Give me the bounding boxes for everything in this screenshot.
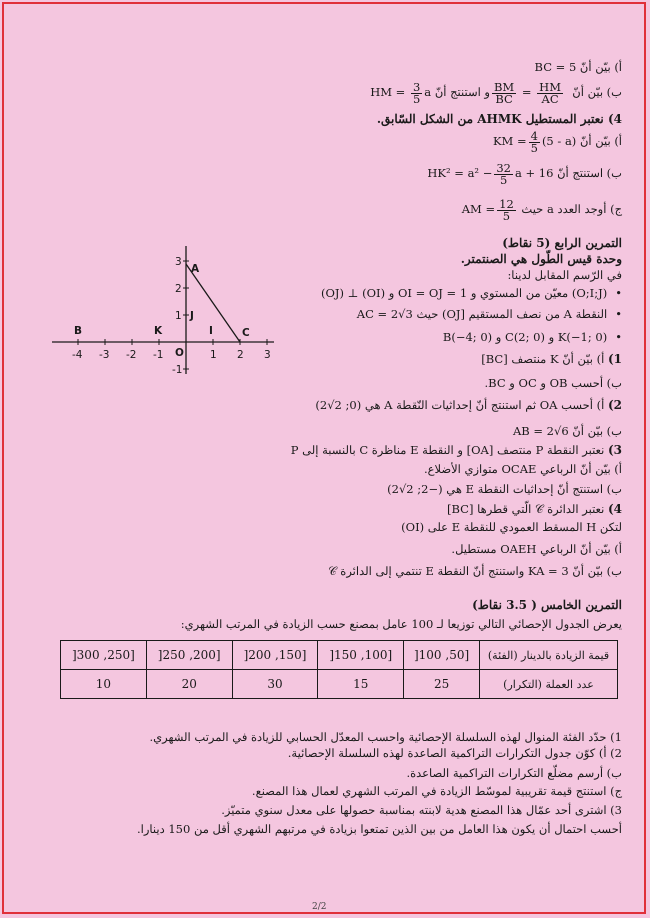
point-c-label: C (242, 327, 250, 339)
q4b-line: ب) استنتج أنّ HK² = a² − $\frac{32}{5}$ a + 16 (427, 160, 622, 187)
table-row (61, 641, 618, 670)
ex4-q1b: ب) أحسب OB و OC و BC. (484, 376, 622, 390)
point-b-label: B (74, 325, 83, 337)
y-tick-1: 1 (175, 310, 182, 322)
table-cell: [200, 250[ (146, 641, 232, 670)
ex4-unit: وحدة قيس الطّول هي الصنتمتر. (460, 252, 622, 266)
table-row-header: قيمة الزيادة بالدينار (الفئة) (480, 641, 618, 670)
table-cell: [100, 150[ (318, 641, 404, 670)
x-tick-3: 3 (264, 349, 271, 361)
point-a-label: A (191, 263, 200, 275)
x-tick-minus2: -2 (126, 349, 137, 361)
ex5-q2c: ج) استنتج قيمة تقريبية لموسّط الزيادة في المرتب الشهري لعمال هذا المصنع. (251, 784, 622, 798)
origin-label: O (175, 347, 184, 359)
ex4-q4b: ب) بيّن أنّ KA = 3 واستنتج أنّ النقطة E تنتمي إلى الدائرة 𝒞 (328, 564, 622, 578)
ex4-title: التمرين الرابع (5 نقاط) (502, 236, 622, 250)
ex4-q3: 3) نعتبر النقطة P منتصف [OA] و النقطة E مناظرة C بالنسبة إلى P (290, 443, 622, 457)
ex4-bullet-1: • (O;I;J) معيّن من المستوي و OI = OJ = 1 و (OI) ⊥ (OJ) (321, 286, 622, 301)
point-j-label: J (190, 310, 194, 322)
point-i-label: I (209, 325, 213, 337)
ex5-q2b: ب) أرسم مضلّع التكرارات التراكمية الصاعدة. (406, 766, 622, 780)
ex5-q1: 1) حدّد الفئة المنوال لهذه السلسلة الإحصائية واحسب المعدّل الحسابي للزيادة في المرتب الشهري. (149, 730, 622, 744)
x-tick-minus3: -3 (99, 349, 110, 361)
q4-heading: 4) نعتبر المستطيل AHMK من الشكل السّابق. (376, 112, 622, 126)
q4a-line: أ) بيّن أنّ KM = $\frac{4}{5}$ (5 - a) (492, 128, 622, 155)
ex4-q2b: ب) بيّن أنّ AB = 2√6 (512, 424, 622, 438)
ex4-bullet-3: • K(−1; 0) و C(2; 0) و B(−4; 0) (443, 330, 622, 345)
x-tick-minus1: -1 (153, 349, 164, 361)
ex4-q1a: 1) أ) بيّن أنّ K منتصف [BC] (481, 352, 622, 366)
ex4-q2a: 2) أ) أحسب OA ثم استنتج أنّ إحداثيات النّقطة A هي (0; 2√2) (315, 398, 622, 412)
ex4-bullet-2: • النقطة A من نصف المستقيم [OJ) حيث AC = 2√3 (357, 307, 622, 322)
coordinate-figure (48, 242, 280, 384)
ex4-q4-line2: لتكن H المسقط العمودي للنقطة E على (OI) (401, 520, 622, 534)
table-cell: [250, 300[ (61, 641, 147, 670)
q4c-line: ج) أوجد العدد a حيث AM = $\frac{12}{5}$ (461, 196, 622, 223)
point-k-label: K (154, 325, 163, 337)
q3b-line: ب) بيّن أنّ $\frac{BM}{BC}$ = $\frac{HM}{AC}$ و استنتج أنّ HM = $\frac{3}{5}$ a (370, 79, 622, 106)
x-tick-2: 2 (237, 349, 244, 361)
table-cell: 10 (61, 670, 147, 699)
frequency-table (60, 640, 618, 699)
table-cell: 20 (146, 670, 232, 699)
ex5-title: التمرين الخامس ( 3.5 نقاط) (472, 598, 622, 612)
table-cell: 15 (318, 670, 404, 699)
y-tick-2: 2 (175, 283, 182, 295)
x-tick-1: 1 (210, 349, 217, 361)
table-row-header: عدد العملة (التكرار) (480, 670, 618, 699)
q3a-line: أ) بيّن أنّ BC = 5 (534, 60, 622, 74)
page-number: 2/2 (312, 902, 327, 912)
ex4-q4: 4) نعتبر الدائرة 𝒞 الّتي قطرها [BC] (447, 502, 622, 516)
y-tick-3: 3 (175, 256, 182, 268)
table-cell: 30 (232, 670, 318, 699)
y-tick-minus1: -1 (172, 364, 183, 376)
table-row (61, 670, 618, 699)
ex5-q3-line2: أحسب احتمال أن يكون هذا العامل من بين الذين تمتعوا بزيادة في مرتبهم الشهري أقل من 150 دينارا. (137, 822, 622, 836)
table-cell: [50, 100[ (404, 641, 480, 670)
ex5-intro: يعرض الجدول الإحصائي التالي توزيعا لـ 100 عامل بمصنع حسب الزيادة في المرتب الشهري: (180, 617, 622, 631)
ex4-q3a: أ) بيّن أنّ الرباعي OCAE متوازي الأضلاع. (423, 462, 622, 476)
segment-ac (186, 264, 240, 342)
table-cell: 25 (404, 670, 480, 699)
ex5-q3: 3) اشترى أحد عمّال هذا المصنع هدية لابنته بمناسبة حصولها على معدل سنوي متميّز. (221, 803, 622, 817)
table-cell: [150, 200[ (232, 641, 318, 670)
x-tick-minus4: -4 (72, 349, 83, 361)
ex4-intro: في الرّسم المقابل لدينا: (507, 268, 622, 282)
ex4-q3b: ب) استنتج أنّ إحداثيات النقطة E هي (−2; 2√2) (387, 482, 622, 496)
ex4-q4a: أ) بيّن أنّ الرباعي OAEH مستطيل. (451, 542, 622, 556)
ex5-q2a: 2) أ) كوّن جدول التكرارات التراكمية الصاعدة لهذه السلسلة الإحصائية. (287, 746, 622, 760)
